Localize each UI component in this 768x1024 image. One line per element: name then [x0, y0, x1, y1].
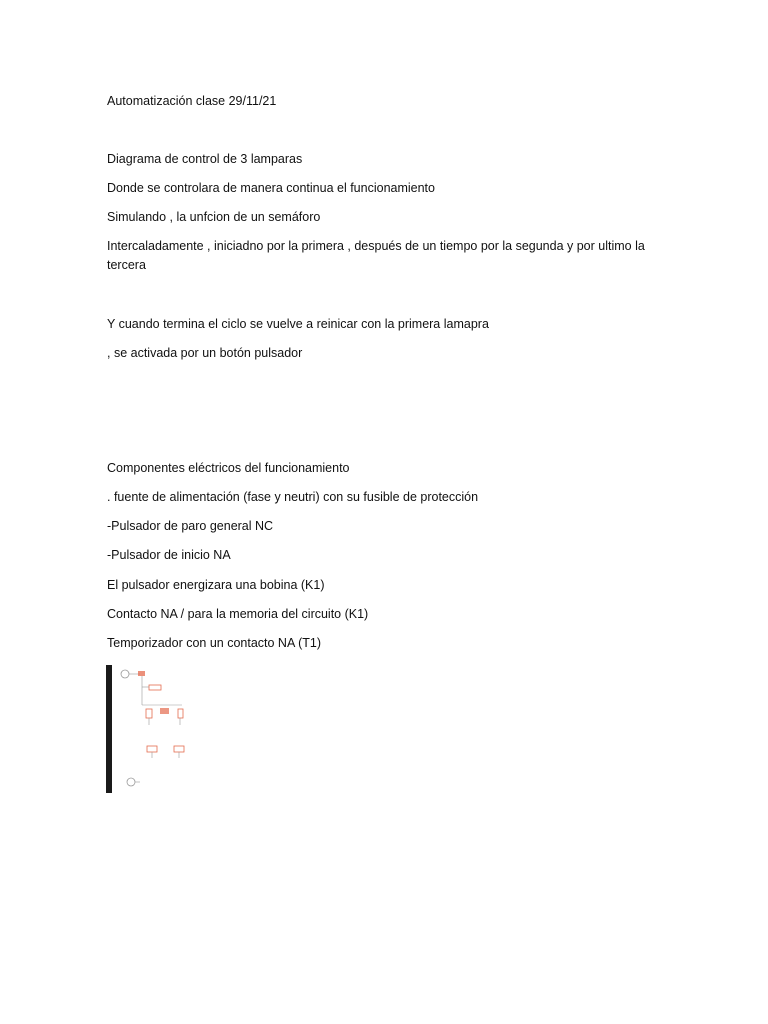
component-item-start: -Pulsador de inicio NA — [107, 548, 231, 562]
paragraph-sequence: Intercaladamente , iniciadno por la primera , después de un tiempo por la segunda y por ultimo la tercera — [107, 239, 645, 272]
paragraph-restart: Y cuando termina el ciclo se vuelve a reinicar con la primera lamapra — [107, 317, 489, 331]
component-item-memory: Contacto NA / para la memoria del circuito (K1) — [107, 607, 369, 621]
component-item-stop: -Pulsador de paro general NC — [107, 519, 274, 533]
fuse-icon — [138, 671, 145, 676]
lamp-2-icon — [174, 746, 184, 752]
paragraph-semaphore: Simulando , la unfcion de un semáforo — [107, 210, 321, 224]
paragraph-continuous: Donde se controlara de manera continua el funcionamiento — [107, 181, 435, 195]
timer-contact-icon — [178, 709, 183, 718]
component-item-timer: Temporizador con un contacto NA (T1) — [107, 636, 321, 650]
circuit-diagram-image — [106, 665, 206, 793]
paragraph-diagram: Diagrama de control de 3 lamparas — [107, 152, 303, 166]
coil-k1-icon — [160, 708, 169, 714]
components-heading: Componentes eléctricos del funcionamiento — [107, 461, 350, 475]
component-item-power: . fuente de alimentación (fase y neutri) con su fusible de protección — [107, 490, 479, 504]
component-item-coil: El pulsador energizara una bobina (K1) — [107, 578, 325, 592]
source-node-icon — [121, 670, 129, 678]
start-button-icon — [146, 709, 152, 718]
circuit-diagram — [112, 665, 206, 793]
paragraph-button: , se activada por un botón pulsador — [107, 346, 303, 360]
stop-button-icon — [149, 685, 161, 690]
neutral-node-icon — [127, 778, 135, 786]
lamp-1-icon — [147, 746, 157, 752]
document-title: Automatización clase 29/11/21 — [107, 94, 277, 108]
